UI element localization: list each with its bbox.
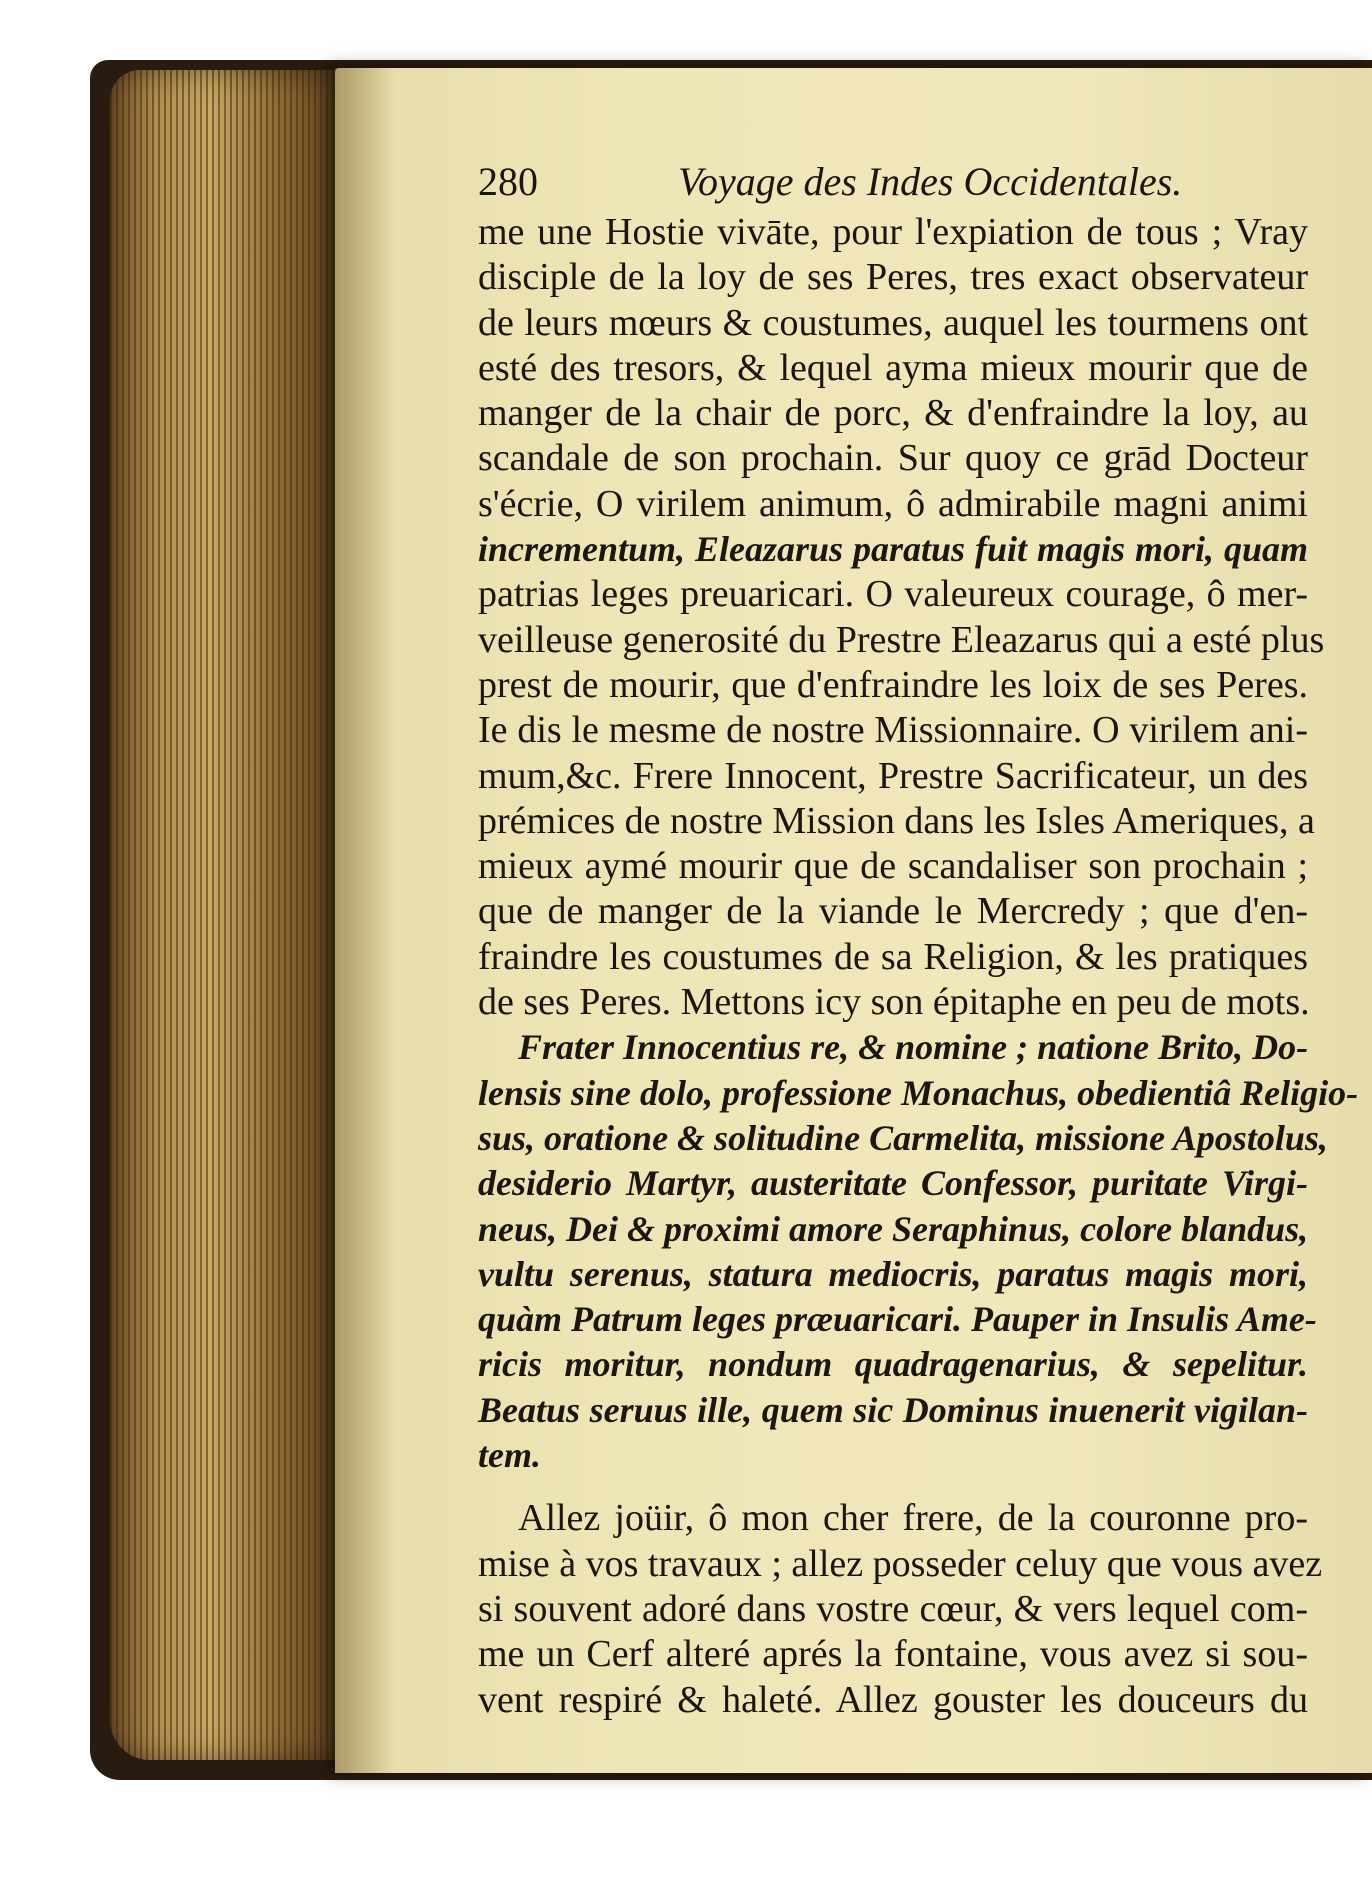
running-header: [478, 158, 1308, 210]
text-line: scandale de son prochain. Sur quoy ce grād Docteur: [478, 437, 1308, 480]
text-line: s'écrie, O virilem animum, ô admirabile magni animi: [478, 482, 1308, 525]
closing-paragraph: [478, 1496, 1323, 1722]
body-paragraph: [478, 210, 1325, 1025]
text-line: mum,&c. Frere Innocent, Prestre Sacrificateur, un des: [478, 754, 1308, 797]
text-line: incrementum, Eleazarus paratus fuit magis mori, quam: [478, 529, 1308, 570]
text-line: veilleuse generosité du Prestre Eleazarus qui a esté plus: [478, 618, 1325, 661]
paragraph-gap: [478, 1478, 1308, 1496]
text-line: si souvent adoré dans vostre cœur, & vers lequel com-: [478, 1587, 1308, 1630]
text-line: patrias leges preuaricari. O valeureux courage, ô mer-: [478, 573, 1308, 616]
epitaph-paragraph: [478, 1025, 1359, 1478]
text-line: me un Cerf alteré aprés la fontaine, vous avez si sou-: [478, 1633, 1308, 1676]
gutter-shadow: [335, 68, 395, 1773]
text-line: manger de la chair de porc, & d'enfraindre la loy, au: [478, 392, 1308, 435]
text-line: prest de mourir, que d'enfraindre les loix de ses Peres.: [478, 663, 1308, 706]
text-line: Allez joüir, ô mon cher frere, de la couronne pro-: [518, 1497, 1308, 1540]
page-text: [478, 158, 1359, 1723]
page-number: 280: [478, 159, 538, 204]
page-edges: [110, 70, 360, 1760]
text-line: Ie dis le mesme de nostre Missionnaire. O virilem ani-: [478, 709, 1308, 752]
running-title: Voyage des Indes Occidentales.: [678, 159, 1183, 204]
latin-line: sus, oratione & solitudine Carmelita, missione Apostolus,: [478, 1117, 1328, 1158]
latin-line: vultu serenus, statura mediocris, paratus magis mori,: [478, 1253, 1308, 1294]
text-line: prémices de nostre Mission dans les Isles Ameriques, a: [478, 799, 1315, 842]
text-line: mieux aymé mourir que de scandaliser son prochain ;: [478, 845, 1308, 888]
text-line: vent respiré & haleté. Allez gouster les douceurs du: [478, 1678, 1308, 1721]
latin-line: tem.: [478, 1435, 541, 1476]
latin-line: desiderio Martyr, austeritate Confessor, puritate Virgi-: [478, 1163, 1308, 1204]
text-line: mise à vos travaux ; allez posseder celuy que vous avez: [478, 1542, 1323, 1585]
text-line: me une Hostie vivāte, pour l'expiation de tous ; Vray: [478, 211, 1308, 253]
text-line: de ses Peres. Mettons icy son épitaphe en peu de mots.: [478, 981, 1310, 1024]
latin-line: lensis sine dolo, professione Monachus, obedientiâ Religio-: [478, 1072, 1359, 1113]
text-line: esté des tresors, & lequel ayma mieux mourir que de: [478, 346, 1308, 389]
latin-line: ricis moritur, nondum quadragenarius, & sepelitur.: [478, 1344, 1308, 1385]
latin-line: Beatus seruus ille, quem sic Dominus inuenerit vigilan-: [478, 1389, 1308, 1430]
latin-line: neus, Dei & proximi amore Seraphinus, colore blandus,: [478, 1208, 1309, 1249]
text-line: de leurs mœurs & coustumes, auquel les tourmens ont: [478, 301, 1308, 344]
text-line: que de manger de la viande le Mercredy ; que d'en-: [478, 890, 1308, 933]
text-line: fraindre les coustumes de sa Religion, & les pratiques: [478, 935, 1308, 978]
text-line: disciple de la loy de ses Peres, tres exact observateur: [478, 256, 1308, 299]
latin-line: Frater Innocentius re, & nomine ; natione Brito, Do-: [518, 1027, 1309, 1068]
latin-line: quàm Patrum leges præuaricari. Pauper in Insulis Ame-: [478, 1299, 1317, 1340]
